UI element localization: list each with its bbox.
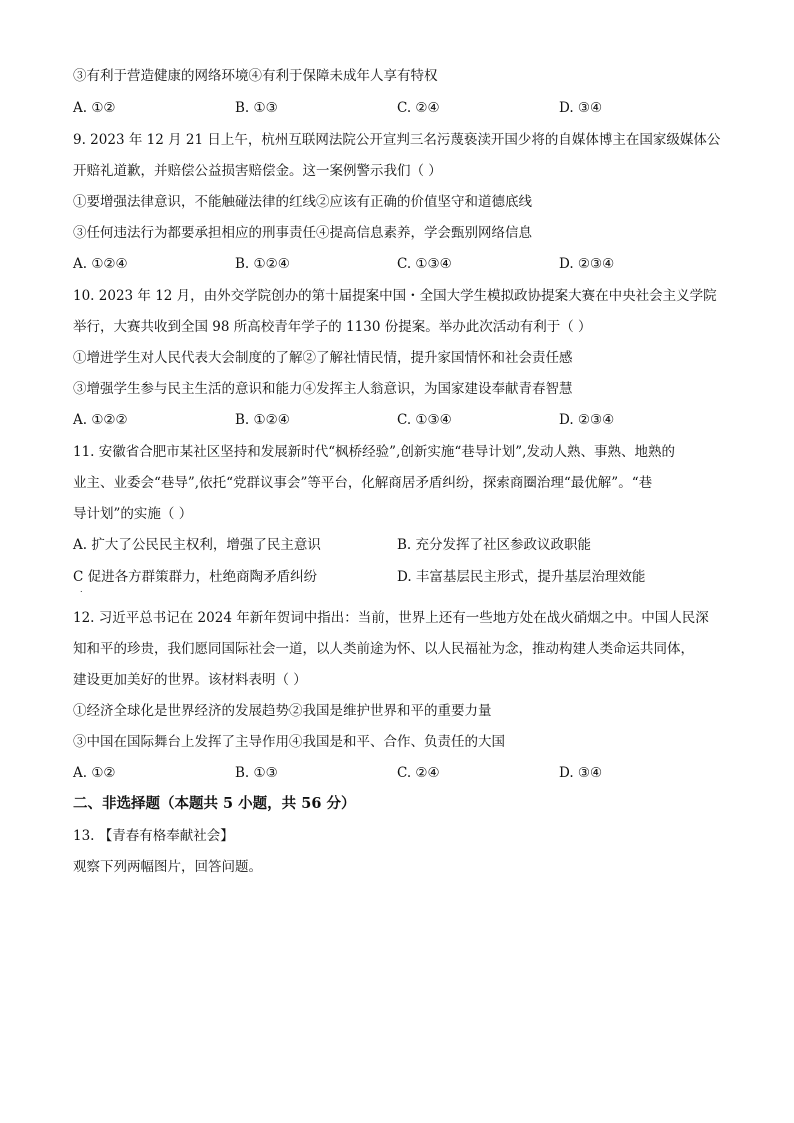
q8-statement-b: ③有利于营造健康的网络环境④有利于保障未成年人享有特权 (73, 68, 438, 84)
q9-option-c: C. ①③④ (397, 256, 452, 272)
q12-option-b: B. ①③ (235, 765, 278, 781)
q9-statement-a: ①要增强法律意识，不能触碰法律的红线②应该有正确的价值坚守和道德底线 (73, 194, 532, 210)
q11-stem-line1: 11. 安徽省合肥市某社区坚持和发展新时代“枫桥经验”,创新实施“巷导计划”,发动人熟、事熟、地熟的 (73, 444, 675, 460)
q9-option-a: A. ①②④ (73, 256, 128, 272)
q10-option-a: A. ①②② (73, 412, 128, 428)
q12-statement-a: ①经济全球化是世界经济的发展趋势②我国是维护世界和平的重要力量 (73, 703, 492, 719)
q10-statement-b: ③增强学生参与民主生活的意识和能力④发挥主人翁意识，为国家建设奉献青春智慧 (73, 381, 573, 397)
q9-stem-line1: 9. 2023 年 12 月 21 日上午，杭州互联网法院公开宣判三名污蔑亵渎开国少将的自媒体博主在国家级媒体公 (73, 132, 721, 148)
q13-prompt: 观察下列两幅图片，回答问题。 (73, 859, 262, 875)
q8-option-d: D. ③④ (559, 100, 603, 116)
stray-dot-mark: . (80, 585, 83, 594)
q9-option-b: B. ①②④ (235, 256, 290, 272)
q8-option-b: B. ①③ (235, 100, 278, 116)
q10-option-c: C. ①③④ (397, 412, 452, 428)
q11-option-c: C 促进各方群策群力，杜绝商陶矛盾纠纷 (73, 569, 318, 585)
q12-stem-line1: 12. 习近平总书记在 2024 年新年贺词中指出：当前，世界上还有一些地方处在战火硝烟之中。中国人民深 (73, 610, 709, 626)
q10-stem-line1: 10. 2023 年 12 月，由外交学院创办的第十届提案中国・全国大学生模拟政协提案大赛在中央社会主义学院 (73, 288, 717, 304)
section-heading: 二、非选择题（本题共 5 小题，共 56 分） (73, 795, 356, 812)
q13-title: 13. 【青春有格奉献社会】 (73, 828, 234, 844)
q12-statement-b: ③中国在国际舞台上发挥了主导作用④我国是和平、合作、负责任的大国 (73, 734, 505, 750)
q10-option-b: B. ①②④ (235, 412, 290, 428)
q9-stem-line2: 开赔礼道歉，并赔偿公益损害赔偿金。这一案例警示我们（ ） (73, 163, 442, 179)
q10-statement-a: ①增进学生对人民代表大会制度的了解②了解社情民情，提升家国情怀和社会责任感 (73, 350, 573, 366)
q11-option-a: A. 扩大了公民民主权利，增强了民主意识 (73, 537, 321, 553)
q10-option-d: D. ②③④ (559, 412, 615, 428)
q12-option-d: D. ③④ (559, 765, 603, 781)
q8-option-a: A. ①② (73, 100, 116, 116)
q9-statement-b: ③任何违法行为都要承担相应的刑事责任④提高信息素养，学会甄别网络信息 (73, 225, 532, 241)
q12-stem-line2: 知和平的珍贵，我们愿同国际社会一道，以人类前途为怀、以人民福祉为念，推动构建人类命运共同体， (73, 641, 694, 657)
q8-option-c: C. ②④ (397, 100, 440, 116)
q9-option-d: D. ②③④ (559, 256, 615, 272)
q12-option-c: C. ②④ (397, 765, 440, 781)
q11-stem-line2: 业主、业委会“巷导”,依托“党群议事会”等平台，化解商居矛盾纠纷，探索商圈治理“最优解”。“巷 (73, 475, 653, 491)
q11-option-d: D. 丰富基层民主形式，提升基层治理效能 (397, 569, 646, 585)
q10-stem-line2: 举行，大赛共收到全国 98 所高校青年学子的 1130 份提案。举办此次活动有利于（ ） (73, 319, 592, 335)
q11-option-b: B. 充分发挥了社区参政议政职能 (397, 537, 592, 553)
q12-stem-line3: 建设更加美好的世界。该材料表明（ ） (73, 672, 307, 688)
q12-option-a: A. ①② (73, 765, 116, 781)
q11-stem-line3: 导计划”的实施（ ） (73, 506, 193, 522)
